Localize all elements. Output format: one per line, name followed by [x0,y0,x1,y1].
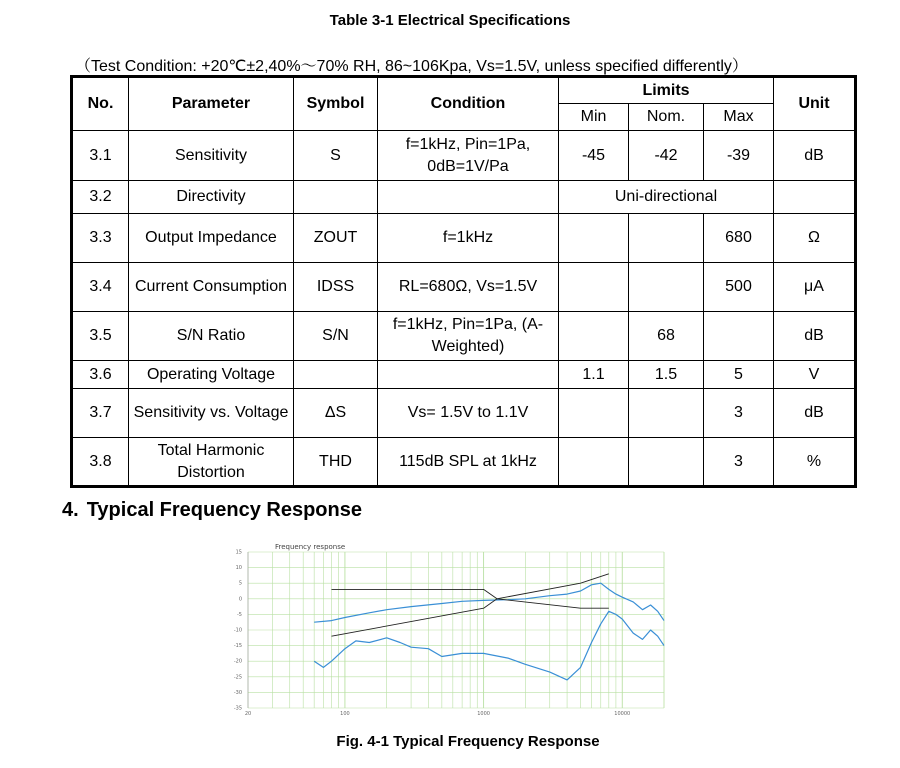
cell-max [704,312,774,361]
header-no: No. [72,77,129,131]
y-tick-label: 5 [238,580,242,587]
frequency-response-chart [228,538,668,718]
cell-condition: Vs= 1.5V to 1.1V [378,389,559,438]
section-title: Typical Frequency Response [86,499,362,521]
x-tick-label: 20 [244,711,252,717]
table-row [72,438,856,487]
cell-condition [378,181,559,214]
cell-unit: V [774,361,856,389]
x-tick-label: 10000 [614,711,631,717]
cell-nom: 1.5 [629,361,704,389]
header-limits: Limits [559,77,774,104]
cell-condition: f=1kHz, Pin=1Pa, (A-Weighted) [378,312,559,361]
cell-unit: % [774,438,856,487]
cell-max: -39 [704,131,774,181]
cell-min [559,312,629,361]
cell-parameter: Output Impedance [129,214,294,263]
cell-no: 3.1 [72,131,129,181]
cell-parameter: Current Consumption [129,263,294,312]
cell-no: 3.4 [72,263,129,312]
cell-min: 1.1 [559,361,629,389]
cell-symbol: ZOUT [294,214,378,263]
cell-nom [629,389,704,438]
cell-symbol: IDSS [294,263,378,312]
cell-nom: 68 [629,312,704,361]
cell-max: 680 [704,214,774,263]
cell-no: 3.6 [72,361,129,389]
cell-unit [774,181,856,214]
cell-min [559,438,629,487]
cell-no: 3.7 [72,389,129,438]
cell-symbol [294,181,378,214]
section-number: 4. [62,499,79,521]
test-condition: （Test Condition: +20℃±2,40%～70% RH, 86~106Kpa, Vs=1.5V, unless specified differently） [75,58,748,75]
section-heading [62,499,370,522]
cell-max: 3 [704,389,774,438]
cell-nom [629,438,704,487]
header-condition: Condition [378,77,559,131]
y-tick-label: -20 [233,658,242,665]
cell-min: -45 [559,131,629,181]
cell-no: 3.2 [72,181,129,214]
y-tick-label: 0 [238,596,242,603]
cell-unit: Ω [774,214,856,263]
table-row [72,389,856,438]
header-nom: Nom. [629,104,704,131]
header-min: Min [559,104,629,131]
y-tick-label: -25 [233,674,242,681]
table-row [72,214,856,263]
cell-no: 3.3 [72,214,129,263]
chart-tick-labels [234,550,630,718]
cell-nom: -42 [629,131,704,181]
cell-parameter: Total Harmonic Distortion [129,438,294,487]
cell-unit: dB [774,312,856,361]
cell-min [559,389,629,438]
spec-table [70,75,857,488]
cell-condition: 115dB SPL at 1kHz [378,438,559,487]
cell-symbol: THD [294,438,378,487]
cell-parameter: S/N Ratio [129,312,294,361]
cell-nom [629,214,704,263]
cell-symbol: ΔS [294,389,378,438]
cell-max: 500 [704,263,774,312]
table-row [72,361,856,389]
y-tick-label: -10 [233,627,242,634]
cell-nom [629,263,704,312]
y-tick-label: -35 [233,705,242,712]
y-tick-label: -30 [233,689,242,696]
header-parameter: Parameter [129,77,294,131]
y-tick-label: -5 [237,611,242,618]
cell-unit: dB [774,389,856,438]
cell-condition: f=1kHz [378,214,559,263]
y-tick-label: 10 [235,565,242,572]
chart-title: Frequency response [275,543,346,551]
cell-unit: dB [774,131,856,181]
chart-series [314,574,664,680]
cell-limits-span: Uni-directional [559,181,774,214]
cell-no: 3.5 [72,312,129,361]
cell-symbol: S [294,131,378,181]
cell-parameter: Sensitivity vs. Voltage [129,389,294,438]
cell-no: 3.8 [72,438,129,487]
y-tick-label: -15 [233,643,242,650]
cell-condition [378,361,559,389]
cell-parameter: Directivity [129,181,294,214]
cell-condition: RL=680Ω, Vs=1.5V [378,263,559,312]
table-row [72,181,856,214]
table-title: Table 3-1 Electrical Specifications [329,12,571,29]
chart-grid [248,552,664,708]
cell-symbol: S/N [294,312,378,361]
cell-symbol [294,361,378,389]
table-row [72,263,856,312]
cell-min [559,214,629,263]
cell-condition: f=1kHz, Pin=1Pa, 0dB=1V/Pa [378,131,559,181]
cell-min [559,263,629,312]
cell-max: 3 [704,438,774,487]
x-tick-label: 1000 [477,711,490,717]
table-row [72,312,856,361]
cell-parameter: Operating Voltage [129,361,294,389]
cell-parameter: Sensitivity [129,131,294,181]
y-tick-label: 15 [235,549,242,556]
cell-max: 5 [704,361,774,389]
header-unit: Unit [774,77,856,131]
figure-caption: Fig. 4-1 Typical Frequency Response [336,733,600,750]
table-row [72,131,856,181]
cell-unit: μA [774,263,856,312]
header-symbol: Symbol [294,77,378,131]
header-max: Max [704,104,774,131]
x-tick-label: 100 [340,711,350,717]
